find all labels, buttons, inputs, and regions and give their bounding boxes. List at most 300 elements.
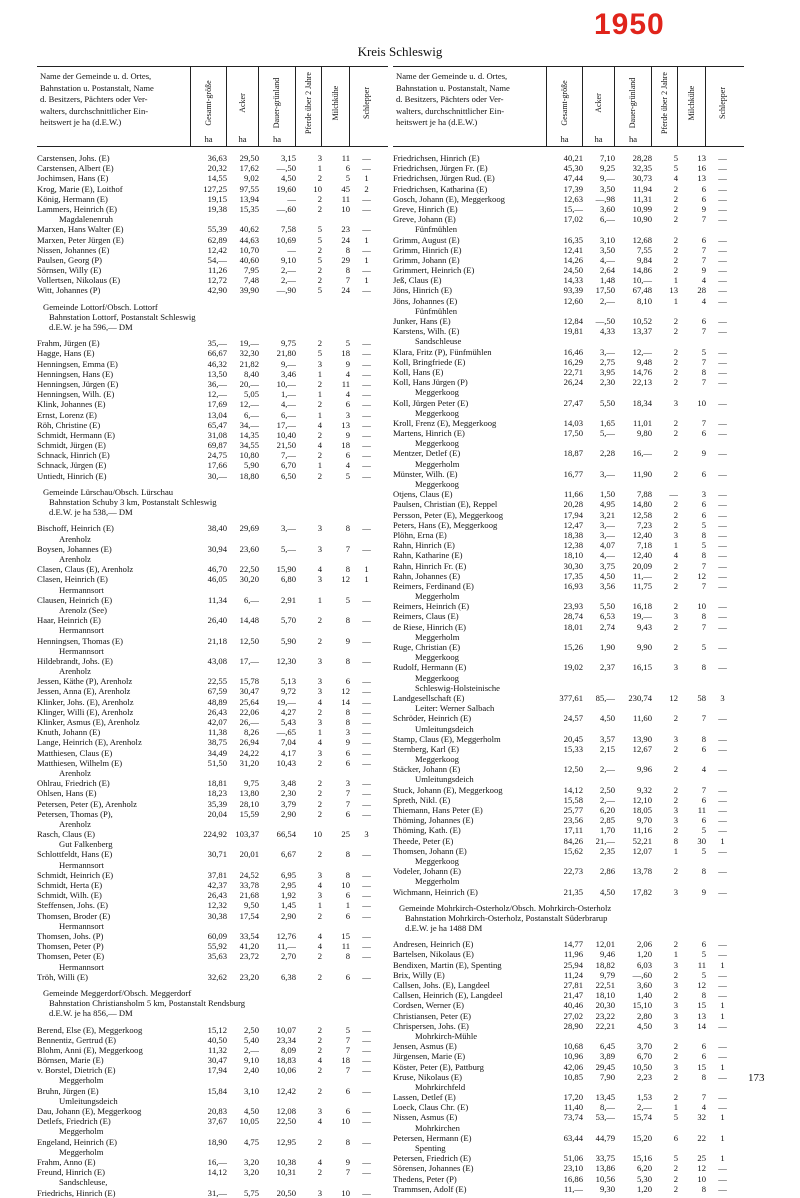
row-value: 15,59 [239, 808, 259, 819]
row-value: 4 [345, 368, 350, 379]
table-row [393, 153, 744, 163]
row-value: 26,43 [207, 890, 227, 901]
table-row [393, 1011, 744, 1021]
row-name: Grimm, August (E) [393, 234, 460, 245]
row-value: 13,45 [595, 1092, 615, 1103]
table-row [393, 1102, 744, 1112]
row-value [322, 605, 350, 615]
row-value: 17,54 [239, 910, 259, 921]
table-row [393, 887, 744, 897]
row-name: Matthiesen, Claus (E) [37, 747, 113, 758]
table-row [37, 1075, 388, 1085]
row-value: — [362, 450, 371, 461]
row-value: 5,90 [243, 460, 259, 471]
row-value: 2,95 [280, 880, 296, 891]
table-row [393, 744, 744, 754]
row-value: 13,78 [632, 866, 652, 877]
row-value: 2,50 [243, 1024, 259, 1035]
group-station: Bahnstation Christiansholm 5 km, Postanstalt Rendsburg [49, 998, 246, 1009]
table-row [37, 235, 388, 245]
row-value: 97,55 [239, 183, 259, 194]
table-row [37, 523, 388, 533]
row-value: 11,32 [207, 1044, 227, 1055]
row-name: Hermannsort [59, 920, 104, 931]
row-value: 17,62 [239, 163, 259, 174]
row-value: 17,69 [207, 399, 227, 410]
row-value [259, 839, 296, 849]
row-value: 3 [673, 980, 678, 991]
row-value: 2 [673, 825, 678, 836]
row-value [259, 1126, 296, 1136]
row-value [296, 1075, 322, 1085]
table-row [393, 377, 744, 387]
row-value: 2 [317, 635, 322, 646]
row-value: — [718, 1173, 727, 1184]
row-value: 2 [673, 346, 678, 357]
row-value [652, 774, 678, 784]
row-value: 3 [317, 869, 322, 880]
table-row [37, 819, 388, 829]
table-row [37, 737, 388, 747]
table-row [37, 245, 388, 255]
row-value: — [718, 468, 727, 479]
row-value [296, 1126, 322, 1136]
row-value: 14,48 [239, 615, 259, 626]
row-value: 3 [317, 686, 322, 697]
row-value: — [362, 717, 371, 728]
row-value: 30,38 [207, 910, 227, 921]
row-value: 14,12 [563, 784, 583, 795]
row-value: 5 [317, 348, 322, 359]
row-value: 23,10 [563, 1163, 583, 1174]
row-value: 8 [345, 615, 350, 626]
row-value: 22,51 [595, 980, 615, 991]
row-value: 2 [673, 326, 678, 337]
table-row [393, 561, 744, 571]
row-value: 20,30 [595, 1000, 615, 1011]
row-value: 3,50 [599, 183, 615, 194]
table-row [37, 369, 388, 379]
row-value: 27,47 [563, 397, 583, 408]
table-row [393, 632, 744, 642]
row-name: Callsen, Johs. (E), Langdeel [393, 980, 490, 991]
row-name: Friedrichs, Hinrich (E) [37, 1187, 116, 1198]
row-value: 37,81 [207, 869, 227, 880]
row-value: 25,64 [239, 696, 259, 707]
row-value: — [718, 866, 727, 877]
row-value: 20,50 [276, 1187, 296, 1198]
row-value: 6,67 [280, 849, 296, 860]
row-value: 2 [673, 1071, 678, 1082]
row-value: 9,10 [280, 254, 296, 265]
row-name: Clasen, Heinrich (E) [37, 574, 108, 585]
row-value: 1,70 [599, 825, 615, 836]
row-name: Hermannsort [59, 584, 104, 595]
row-value [191, 646, 227, 656]
row-value: 15,78 [239, 676, 259, 687]
row-value: 6 [701, 316, 706, 326]
row-name: Meggerholm [59, 1126, 104, 1137]
row-value: 3 [673, 1020, 678, 1031]
row-value: 2 [673, 377, 678, 388]
row-name: Reimers, Ferdinand (E) [393, 580, 474, 591]
row-name: Meggerkoog [415, 855, 459, 866]
row-value: — [362, 358, 371, 369]
row-name: Reimers, Claus (E) [393, 611, 459, 622]
row-value: 5 [673, 163, 678, 174]
row-value: 7 [701, 784, 706, 795]
row-value [652, 876, 678, 886]
row-value: 16 [697, 163, 706, 174]
row-value: — [362, 460, 371, 471]
row-value [350, 534, 383, 544]
row-name: Jöns, Johannes (E) [393, 295, 458, 306]
table-row [37, 214, 388, 224]
row-value: 58 [697, 692, 706, 703]
row-value: 9 [701, 203, 706, 214]
row-value: — [362, 285, 371, 296]
row-value: 15,62 [563, 845, 583, 856]
row-value: 2 [317, 1065, 322, 1076]
row-value [350, 819, 383, 829]
row-value: 3,— [280, 523, 296, 534]
row-value: 18,90 [207, 1136, 227, 1147]
row-name: Sternberg, Karl (E) [393, 743, 459, 754]
row-value: 12,72 [207, 275, 227, 286]
row-value: 2 [317, 450, 322, 461]
row-value: — [718, 1020, 727, 1031]
row-value: 63,44 [563, 1132, 583, 1143]
table-row [393, 774, 744, 784]
row-value: —,60 [632, 969, 652, 980]
row-value: 13,04 [207, 409, 227, 420]
row-value: 33,75 [595, 1153, 615, 1164]
row-value [615, 876, 652, 886]
row-value: 5 [673, 153, 678, 163]
row-value: 21,— [595, 835, 615, 846]
row-value [547, 754, 583, 764]
row-value: 2 [673, 560, 678, 571]
row-name: Thiemann, Hans Peter (E) [393, 805, 483, 815]
table-row [37, 1126, 388, 1136]
row-value [615, 1031, 652, 1041]
row-value [706, 408, 739, 418]
row-value: 3 [364, 829, 369, 840]
row-value [191, 1177, 227, 1187]
row-value [678, 856, 706, 866]
row-value: 35,— [207, 338, 227, 349]
table-row [37, 1177, 388, 1187]
row-value: 3,75 [599, 560, 615, 571]
row-value: — [718, 1163, 727, 1174]
row-value [322, 1075, 350, 1085]
row-value [615, 1123, 652, 1133]
row-value: 23,20 [239, 971, 259, 982]
row-value [678, 1123, 706, 1133]
row-value [227, 1126, 259, 1136]
row-value: 13,50 [207, 368, 227, 379]
row-value [678, 703, 706, 713]
row-value: 5 [317, 224, 322, 235]
row-value: 9 [701, 886, 706, 897]
table-row [393, 805, 744, 815]
row-value [583, 876, 615, 886]
row-value: 11,— [276, 941, 296, 952]
row-name: v. Borstel, Dietrich (E) [37, 1065, 116, 1076]
table-row [37, 778, 388, 788]
row-value [296, 839, 322, 849]
table-row [393, 652, 744, 662]
row-value: 40,46 [563, 1000, 583, 1011]
row-name: Jessen, Käthe (P), Arenholz [37, 676, 133, 687]
row-value: 13 [669, 285, 678, 296]
row-value [547, 652, 583, 662]
table-row [37, 890, 388, 900]
row-value: — [362, 1136, 371, 1147]
row-value [259, 1177, 296, 1187]
table-row [37, 758, 388, 768]
row-value [652, 1082, 678, 1092]
row-value: 7 [701, 560, 706, 571]
table-row [37, 900, 388, 910]
row-value: 22,06 [239, 706, 259, 717]
row-value: 1,20 [636, 949, 652, 960]
row-value: 5 [317, 254, 322, 265]
row-value: 2 [317, 265, 322, 276]
row-value: — [718, 550, 727, 561]
row-value: 3 [317, 523, 322, 534]
table-row [393, 489, 744, 499]
row-name: Boysen, Johannes (E) [37, 543, 112, 554]
row-value: 2,75 [599, 356, 615, 367]
row-value: 3,— [599, 529, 615, 540]
row-value: 2 [673, 713, 678, 724]
row-value: 2 [673, 621, 678, 632]
table-row [37, 707, 388, 717]
row-value: — [718, 662, 727, 673]
row-value: 40,62 [239, 224, 259, 235]
table-row [393, 1000, 744, 1010]
row-value [652, 673, 678, 683]
row-value: 48,89 [207, 696, 227, 707]
row-value: 4 [701, 1102, 706, 1113]
row-value: — [718, 1041, 727, 1052]
row-value: 22,71 [563, 366, 583, 377]
table-row [37, 153, 388, 163]
row-name: Koll, Hans (E) [393, 366, 444, 377]
row-name: Stäcker, Johann (E) [393, 764, 461, 775]
table-row [37, 1086, 388, 1096]
row-value: 3 [345, 778, 350, 789]
row-value: 13 [341, 419, 350, 430]
row-value [259, 1075, 296, 1085]
header-col-label: Gesamt-größe [203, 80, 213, 126]
table-row [393, 591, 744, 601]
row-value: 33,54 [239, 930, 259, 941]
row-value: 15,35 [239, 203, 259, 214]
row-value [191, 666, 227, 676]
row-value [322, 625, 350, 635]
row-value: 2 [673, 866, 678, 877]
row-name: Schmidt, Heinrich (E) [37, 869, 114, 880]
row-value: 38,40 [207, 523, 227, 534]
row-value: 3,15 [280, 153, 296, 163]
row-name: Theede, Peter (E) [393, 835, 454, 846]
row-value: — [718, 183, 727, 194]
row-value: 2 [673, 428, 678, 439]
row-name: Thomsen, Peter (E) [37, 951, 105, 962]
table-row [37, 585, 388, 595]
row-value [547, 1082, 583, 1092]
row-value: 1,48 [599, 275, 615, 286]
row-value [191, 819, 227, 829]
row-value [652, 336, 678, 346]
row-value [322, 534, 350, 544]
row-value: 1,45 [280, 900, 296, 911]
row-value: 14,26 [563, 254, 583, 265]
table-row [393, 601, 744, 611]
row-value: 9,84 [636, 254, 652, 265]
row-name: Clausen, Heinrich (E) [37, 594, 113, 605]
row-value: 10,68 [563, 1041, 583, 1052]
row-value: 1,— [280, 389, 296, 400]
row-name: Schnack, Hinrich (E) [37, 450, 110, 461]
row-value [547, 224, 583, 234]
row-name: Loeck, Claus Chr. (E) [393, 1102, 469, 1113]
row-value: 12,58 [632, 509, 652, 520]
header-name-label [37, 67, 191, 146]
row-value: 9,— [599, 173, 615, 184]
row-value: — [362, 951, 371, 962]
row-value: 18 [341, 1055, 350, 1066]
row-value [652, 632, 678, 642]
row-name: Dau, Johann (E), Meggerkoog [37, 1106, 142, 1117]
row-name: Schmidt, Herta (E) [37, 880, 103, 891]
row-value: 2,91 [280, 594, 296, 605]
row-value: 10,69 [276, 234, 296, 245]
table-row [393, 622, 744, 632]
row-value: 3,60 [636, 980, 652, 991]
table-row [393, 754, 744, 764]
header-col [322, 67, 350, 146]
table-row [393, 520, 744, 530]
row-value: 15,12 [207, 1024, 227, 1035]
row-value: 21,80 [276, 348, 296, 359]
row-value: 12,40 [632, 529, 652, 540]
row-value: 27,02 [563, 1010, 583, 1021]
row-value: 2 [317, 788, 322, 799]
row-value: 8 [345, 655, 350, 666]
row-value: 30,71 [207, 849, 227, 860]
row-name: Meggerkoog [415, 754, 459, 765]
row-value: 11 [341, 193, 350, 204]
row-value: 4 [701, 295, 706, 306]
row-value: 2,30 [280, 788, 296, 799]
row-value: 4 [701, 275, 706, 286]
row-value: — [718, 346, 727, 357]
row-value: 2 [317, 706, 322, 717]
row-value: 42,90 [207, 285, 227, 296]
row-name: Detlefs, Friedrich (E) [37, 1116, 111, 1127]
row-value: — [718, 377, 727, 388]
row-value [615, 459, 652, 469]
row-value [227, 1147, 259, 1157]
row-value: 12 [697, 980, 706, 991]
row-value: 12,42 [207, 244, 227, 255]
row-value [296, 646, 322, 656]
row-value: 1 [720, 1132, 725, 1143]
row-value: 17,— [276, 419, 296, 430]
row-value: 6 [345, 890, 350, 901]
table-row [393, 764, 744, 774]
row-value: 5 [345, 1024, 350, 1035]
row-value: 7 [701, 326, 706, 337]
row-value: 12,07 [632, 845, 652, 856]
row-value: 14,03 [563, 417, 583, 428]
row-value: — [362, 696, 371, 707]
row-value: — [362, 523, 371, 534]
row-value: 4,33 [599, 326, 615, 337]
row-value: 3 [673, 805, 678, 815]
row-value: 28,90 [563, 1020, 583, 1031]
row-value: 2 [673, 509, 678, 520]
row-value: — [362, 1085, 371, 1096]
row-value [706, 387, 739, 397]
row-name: de Riese, Hinrich (E) [393, 621, 467, 632]
row-value: 5 [345, 173, 350, 184]
row-name: Junker, Hans (E) [393, 316, 451, 326]
row-value: — [362, 615, 371, 626]
table-row [37, 860, 388, 870]
row-value [350, 625, 383, 635]
row-value: 32,30 [239, 348, 259, 359]
row-value: 17,66 [207, 460, 227, 471]
row-value: 10,06 [276, 1065, 296, 1076]
row-name: Petersen, Hermann (E) [393, 1132, 472, 1143]
row-value: 11 [341, 153, 350, 163]
row-value: 4,50 [280, 173, 296, 184]
table-row [393, 499, 744, 509]
row-value: 4 [317, 419, 322, 430]
table-row [393, 970, 744, 980]
row-value: 45 [341, 183, 350, 194]
row-value: — [718, 784, 727, 795]
row-name: Klinker, Johs. (E), Arenholz [37, 696, 134, 707]
row-value: 14,86 [632, 265, 652, 276]
table-row [393, 367, 744, 377]
row-value: 11,31 [632, 193, 652, 204]
row-value: 10 [341, 880, 350, 891]
row-value [547, 306, 583, 316]
row-value: — [718, 642, 727, 652]
row-value: 8 [701, 1183, 706, 1194]
row-value: 67,48 [632, 285, 652, 296]
row-value: — [362, 163, 371, 174]
row-value: — [718, 713, 727, 724]
row-value: 6,— [280, 409, 296, 420]
row-value: 5,50 [599, 601, 615, 612]
row-value: 18,34 [632, 397, 652, 408]
row-value: 10,05 [239, 1116, 259, 1127]
row-name: Koll, Hans Jürgen (P) [393, 377, 468, 388]
row-value: 3,70 [636, 1041, 652, 1052]
row-value: 6,50 [280, 470, 296, 481]
row-value [615, 387, 652, 397]
row-value: 5,30 [636, 1173, 652, 1184]
row-value: 24,50 [563, 265, 583, 276]
row-value [350, 1126, 383, 1136]
row-value: 8,40 [243, 368, 259, 379]
